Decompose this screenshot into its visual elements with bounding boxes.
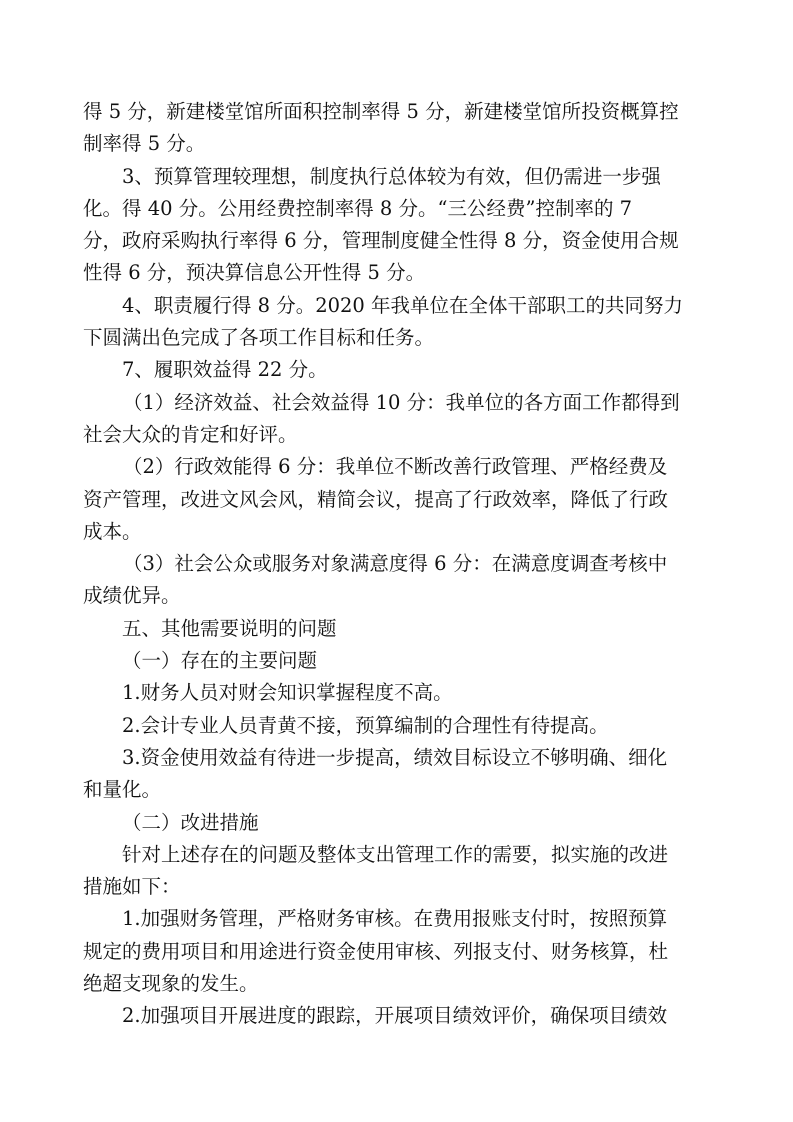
list-item-measure-1: 1.加强财务管理，严格财务审核。在费用报账支付时，按照预算 (122, 907, 668, 931)
body-line: 成绩优异。 (83, 584, 181, 608)
body-line: 下圆满出色完成了各项工作目标和任务。 (83, 326, 435, 350)
body-line: 制率得 5 分。 (83, 132, 206, 156)
body-line: 资产管理，改进文风会风，精简会议，提高了行政效率，降低了行政 (83, 487, 669, 511)
body-line: 成本。 (83, 519, 142, 543)
subsection-heading-main-problems: （一）存在的主要问题 (122, 649, 318, 673)
paragraph-economic-benefit: （1）经济效益、社会效益得 10 分：我单位的各方面工作都得到 (123, 390, 680, 414)
body-line: 得 5 分，新建楼堂馆所面积控制率得 5 分，新建楼堂馆所投资概算控 (83, 100, 679, 123)
paragraph-budget-management: 3、预算管理较理想，制度执行总体较为有效，但仍需进一步强 (122, 164, 661, 188)
document-body (83, 96, 723, 1033)
list-item-problem-3: 3.资金使用效益有待进一步提高，绩效目标设立不够明确、细化 (122, 745, 668, 769)
body-line: 社会大众的肯定和好评。 (83, 422, 298, 446)
section-heading-other-issues: 五、其他需要说明的问题 (122, 616, 337, 640)
paragraph-performance-benefit: 7、履职效益得 22 分。 (122, 358, 328, 382)
paragraph-satisfaction: （3）社会公众或服务对象满意度得 6 分：在满意度调查考核中 (123, 552, 668, 576)
list-item-problem-2: 2.会计专业人员青黄不接，预算编制的合理性有待提高。 (122, 713, 609, 737)
body-line: 性得 6 分，预决算信息公开性得 5 分。 (83, 261, 426, 285)
body-line: 规定的费用项目和用途进行资金使用审核、列报支付、财务核算，杜 (83, 939, 669, 963)
body-line: 绝超支现象的发生。 (83, 972, 259, 996)
subsection-heading-improvements: （二）改进措施 (122, 810, 259, 834)
body-line: 分，政府采购执行率得 6 分，管理制度健全性得 8 分，资金使用合规 (83, 229, 679, 253)
body-line: 措施如下： (83, 875, 181, 899)
body-line: 和量化。 (83, 778, 162, 802)
body-line: 化。得 40 分。公用经费控制率得 8 分。“三公经费”控制率的 7 (83, 196, 633, 220)
paragraph-improvement-intro: 针对上述存在的问题及整体支出管理工作的需要，拟实施的改进 (122, 842, 669, 866)
paragraph-duty-performance: 4、职责履行得 8 分。2020 年我单位在全体干部职工的共同努力 (122, 293, 684, 317)
paragraph-admin-efficiency: （2）行政效能得 6 分：我单位不断改善行政管理、严格经费及 (123, 455, 668, 479)
list-item-measure-2: 2.加强项目开展进度的跟踪，开展项目绩效评价，确保项目绩效 (122, 1004, 668, 1028)
list-item-problem-1: 1.财务人员对财会知识掌握程度不高。 (122, 681, 453, 705)
